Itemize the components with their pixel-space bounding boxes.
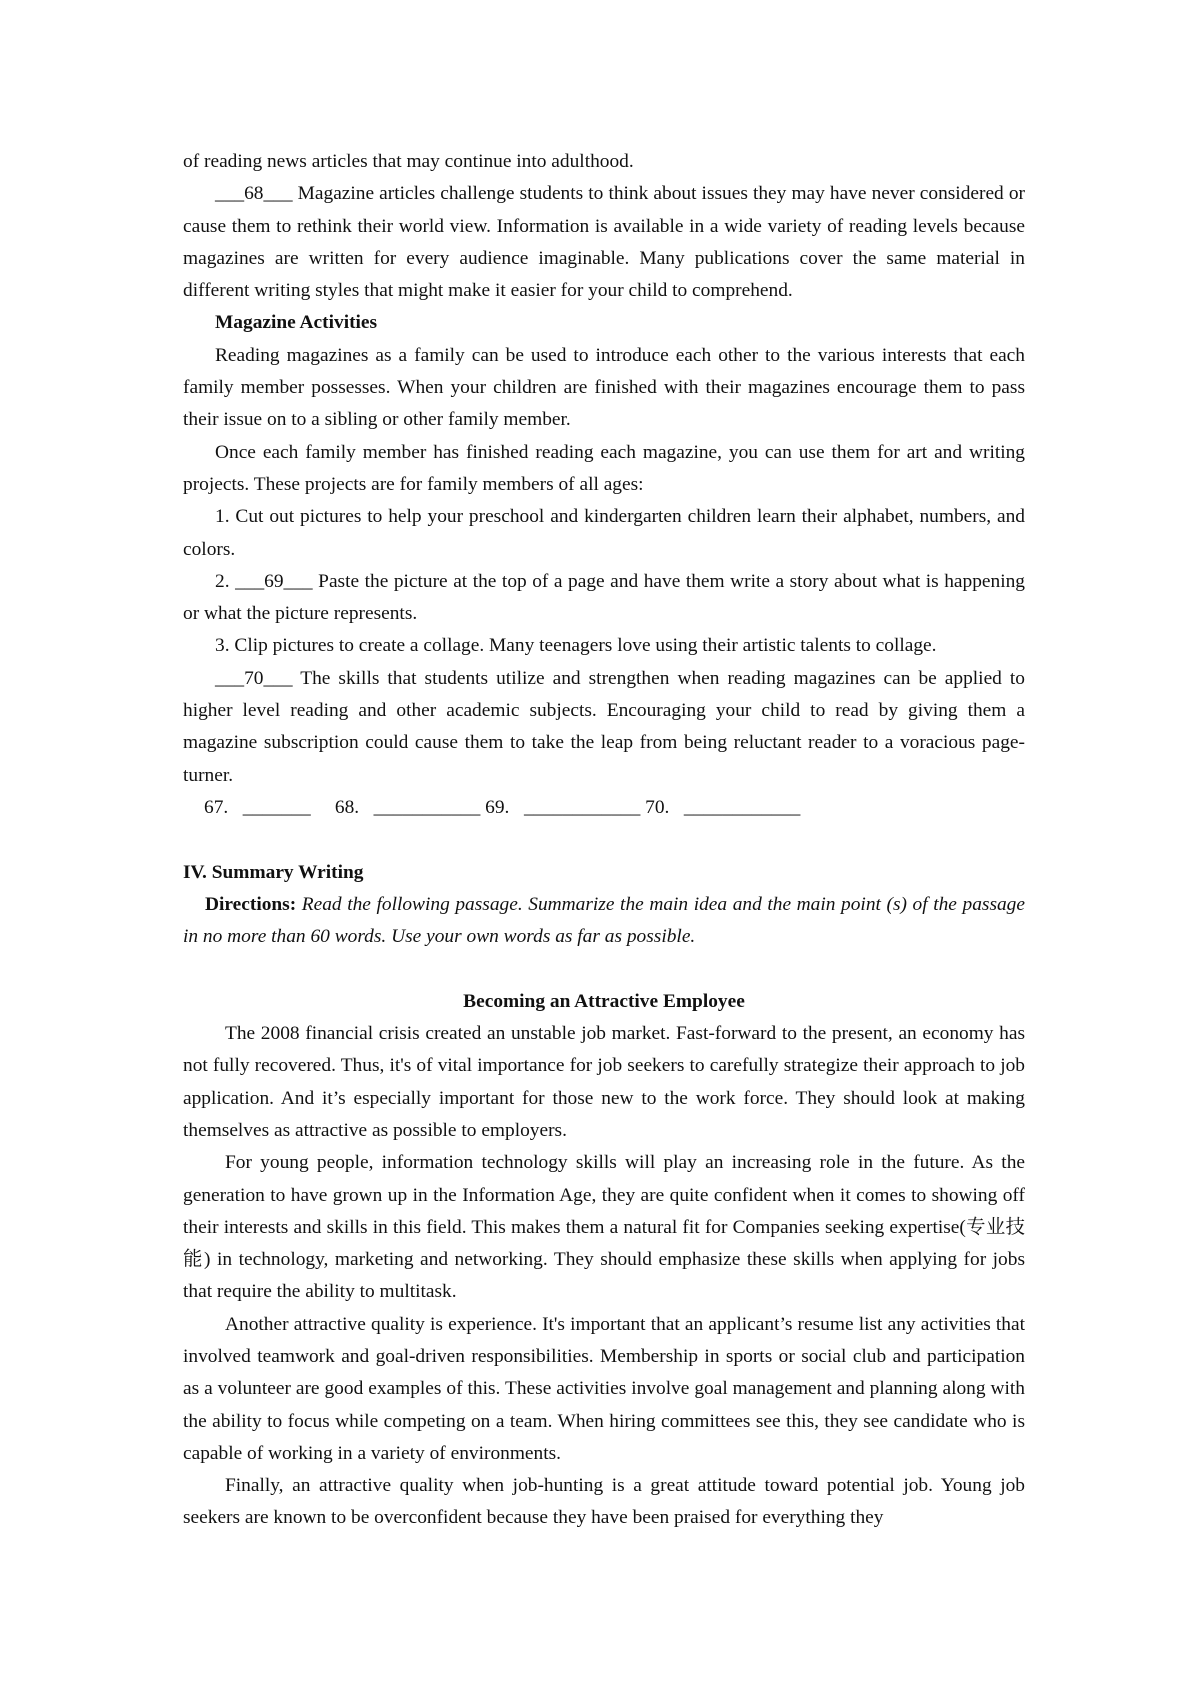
directions: [183, 889, 1025, 954]
paragraph-68: ___68___ Magazine articles challenge students to think about issues they may have never considered or cause them to rethink their world view. Information is available in a wide variety of reading levels because magazines are written for every audience imaginable. Many publications cover the same material in different writing styles that might make it easier for your child to comprehend.: [183, 183, 1025, 302]
directions-label: Directions:: [205, 893, 297, 915]
directions-text: Read the following passage. Summarize the main idea and the main point (s) of the passage in no more than 60 words. Use your own words as far as possible.: [183, 893, 1025, 948]
spacer: [183, 824, 1025, 856]
paragraph-continuation: of reading news articles that may continue into adulthood.: [183, 151, 634, 172]
passage-title: Becoming an Attractive Employee: [463, 990, 745, 1012]
passage-paragraph-2: For young people, information technology skills will play an increasing role in the future. As the generation to have grown up in the Information Age, they are quite confident when it comes to showing off their interests and skills in this field. This makes them a natural fit for Companies seeking expertise(专业技能) in technology, marketing and networking. They should emphasize these skills when applying for jobs that require the ability to multitask.: [183, 1152, 1025, 1303]
list-item-1: 1. Cut out pictures to help your preschool and kindergarten children learn their alphabet, numbers, and colors.: [183, 506, 1025, 560]
list-item-2: 2. ___69___ Paste the picture at the top of a page and have them write a story about what is happening or what the picture represents.: [183, 570, 1025, 625]
passage-paragraph-3: Another attractive quality is experience. It's important that an applicant’s resume list any activities that involved teamwork and goal-driven responsibilities. Membership in sports or social club and participation as a volunteer are good examples of this. These activities involve goal management and planning along with the ability to focus while competing on a team. When hiring committees see this, they see candidate who is capable of working in a variety of environments.: [183, 1313, 1025, 1464]
passage-paragraph-4: Finally, an attractive quality when job-hunting is a great attitude toward potential job. Young job seekers are known to be overconfident because they have been praised for everything they: [183, 1475, 1025, 1529]
list-item-3: 3. Clip pictures to create a collage. Many teenagers love using their artistic talents to collage.: [215, 635, 937, 657]
paragraph-activities-1: Reading magazines as a family can be used to introduce each other to the various interests that each family member possesses. When your children are finished with their magazines encourage them to pass their issue on to a sibling or other family member.: [183, 344, 1025, 431]
section-title: IV. Summary Writing: [183, 861, 364, 883]
paragraph-70: ___70___ The skills that students utilize and strengthen when reading magazines can be applied to higher level reading and other academic subjects. Encouraging your child to read by giving them a magazine subscription could cause them to take the leap from being reluctant reader to a voracious page-turner.: [183, 667, 1025, 786]
answer-blanks: 67. _______ 68. ___________ 69. ____________ 70. ____________: [204, 796, 801, 818]
paragraph-activities-2: Once each family member has finished reading each magazine, you can use them for art and writing projects. These projects are for family members of all ages:: [183, 441, 1025, 495]
spacer: [183, 953, 1025, 985]
magazine-activities-heading: Magazine Activities: [215, 312, 378, 334]
passage-paragraph-1: The 2008 financial crisis created an unstable job market. Fast-forward to the present, an economy has not fully recovered. Thus, it's of vital importance for job seekers to carefully strategize their approach to job application. And it’s especially important for those new to the work force. They should look at making themselves as attractive as possible to employers.: [183, 1023, 1025, 1141]
document-page: [183, 146, 1025, 1535]
